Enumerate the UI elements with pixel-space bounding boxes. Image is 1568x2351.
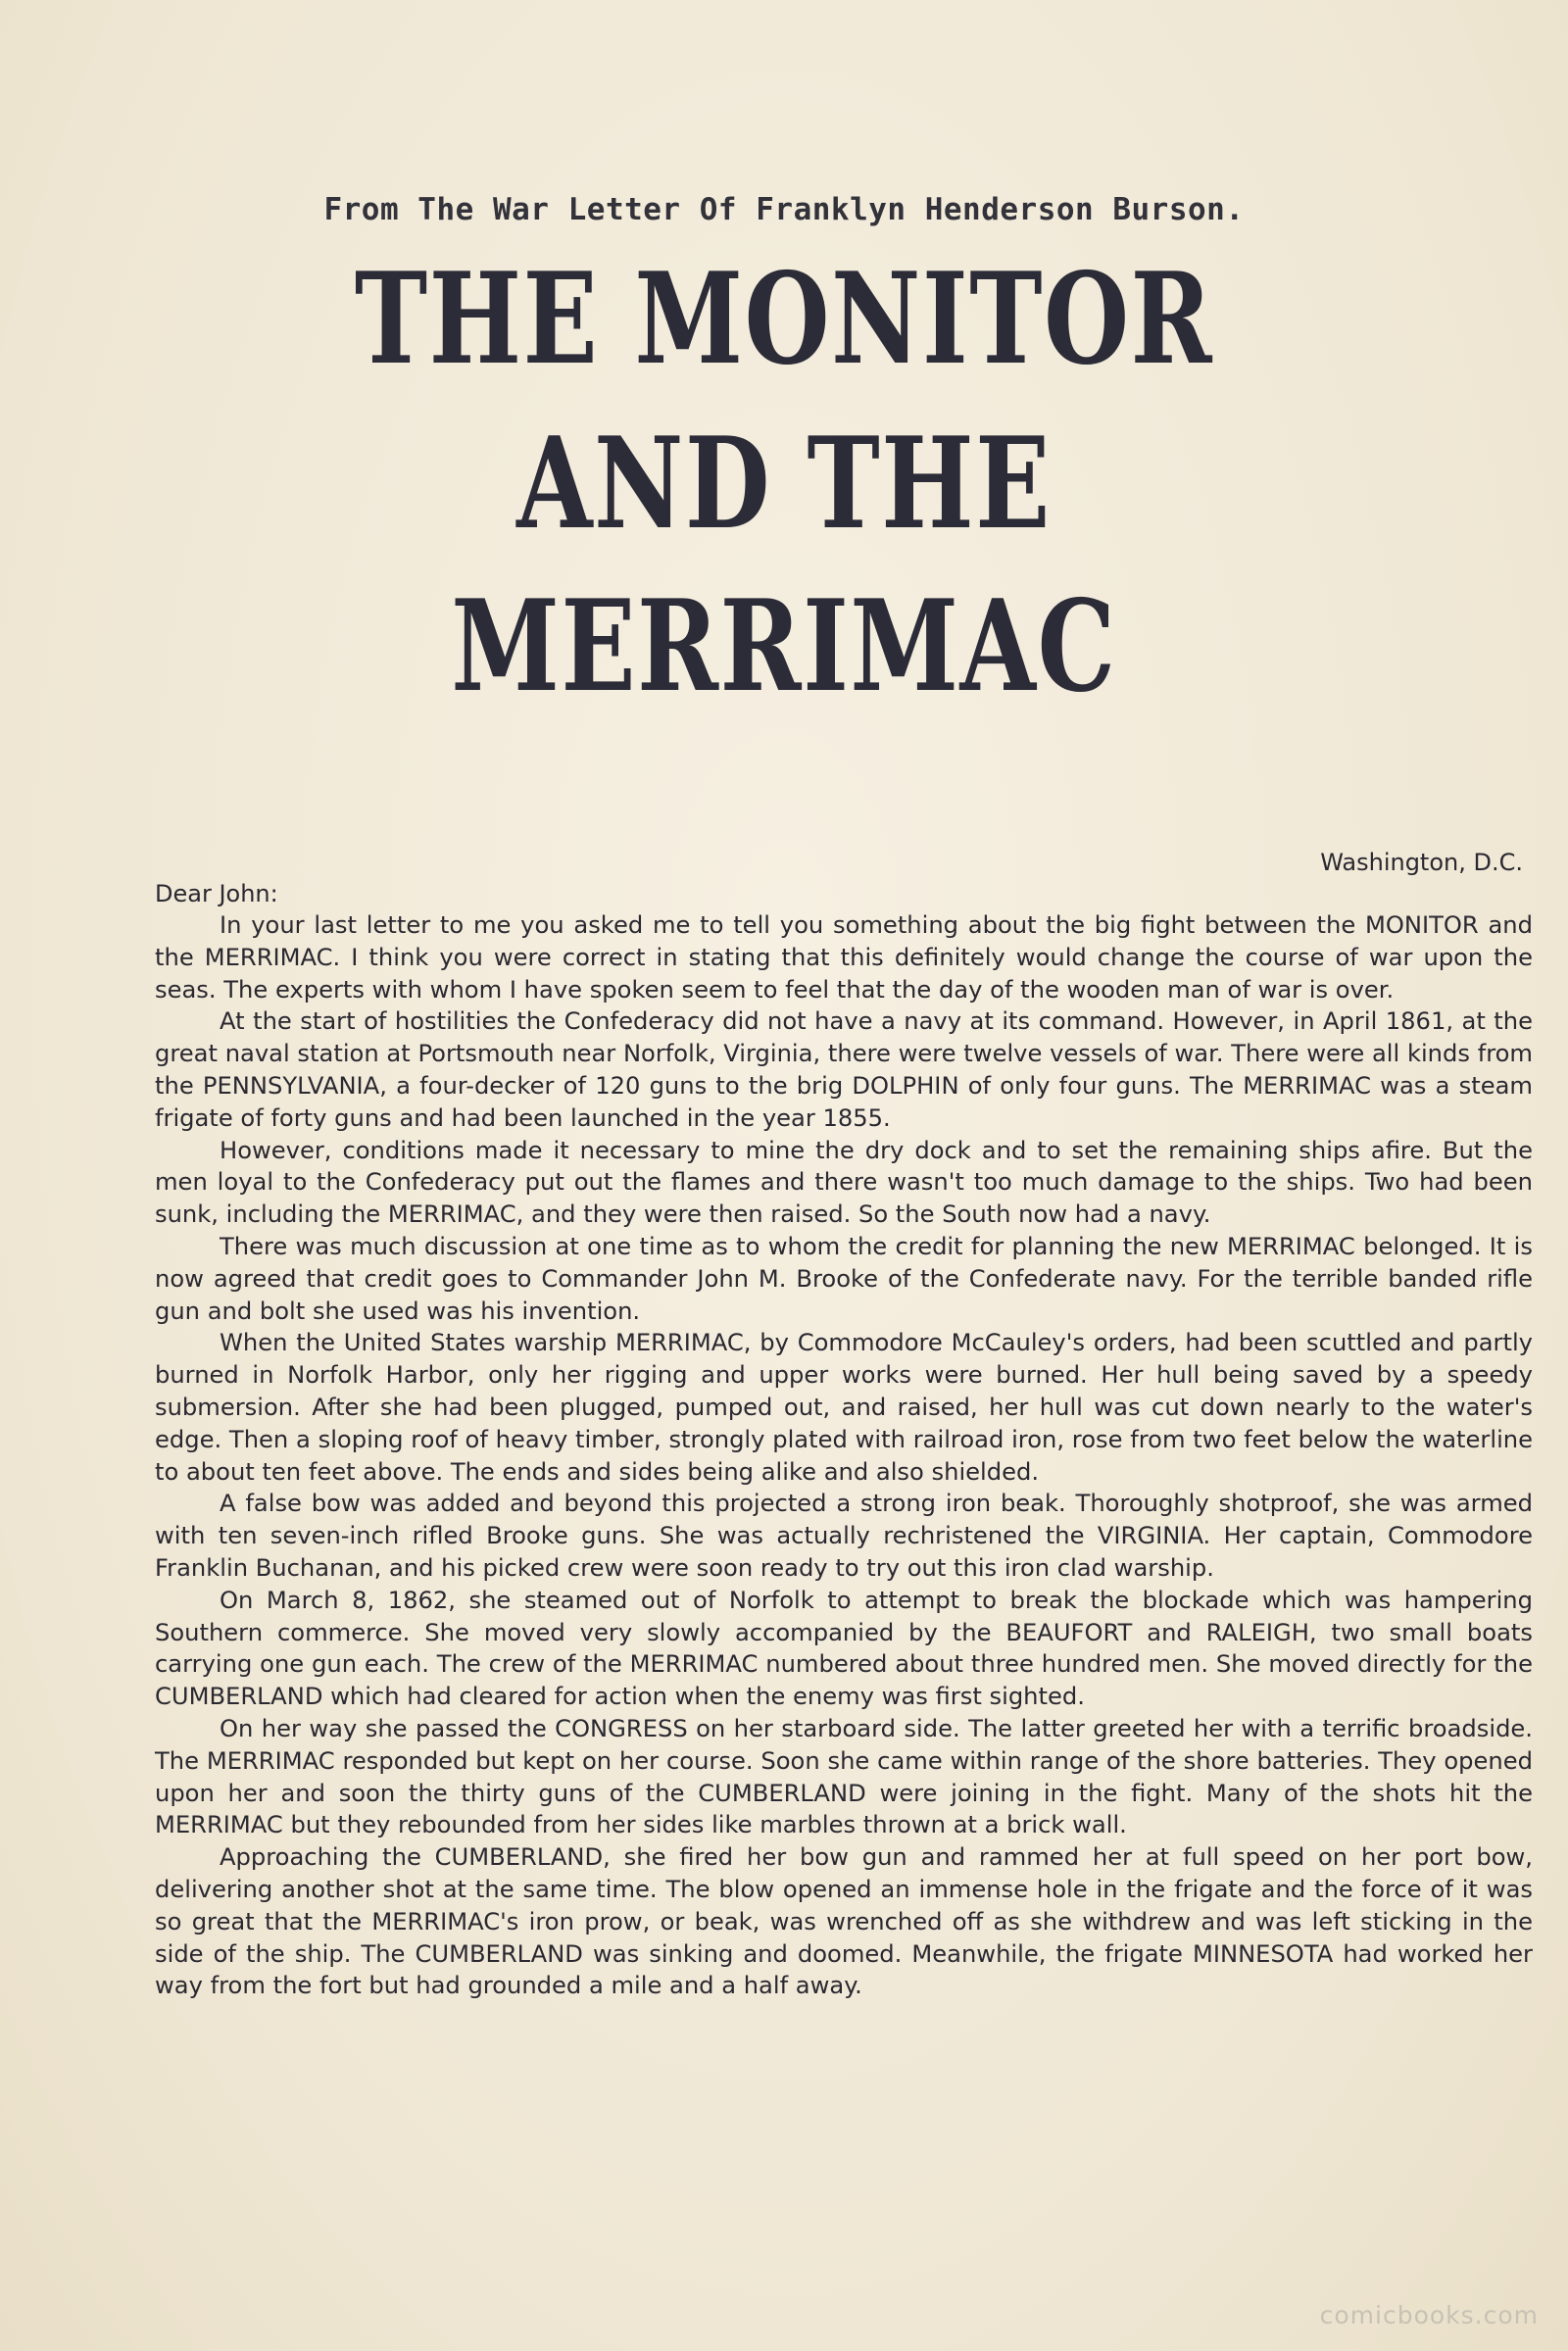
paragraph: On March 8, 1862, she steamed out of Norfolk to attempt to break the blockade which was hampering Southern commerce. She moved very slowly accompanied by the BEAUFORT and RALEIGH, two small boats carrying one gun each. The crew of the MERRIMAC numbered about three hundred men. She moved directly for the CUMBERLAND which had cleared for action when the enemy was first sighted. bbox=[155, 1586, 1533, 1711]
paragraph: However, conditions made it necessary to mine the dry dock and to set the remaining ships afire. But the men loyal to the Confederacy put out the flames and there wasn't too much damage to the ships. Two had been sunk, including the MERRIMAC, and they were then raised. So the South now had a navy. bbox=[155, 1136, 1533, 1229]
paragraph: On her way she passed the CONGRESS on her starboard side. The latter greeted her with a terrific broadside. The MERRIMAC responded but kept on her course. Soon she came within range of the shore batteries. They opened upon her and soon the thirty guns of the CUMBERLAND were joining in the fight. Many of the shots hit the MERRIMAC but they rebounded from her sides like marbles thrown at a brick wall. bbox=[155, 1714, 1533, 1839]
title-line-3: MERRIMAC bbox=[451, 573, 1117, 720]
paragraph: A false bow was added and beyond this projected a strong iron beak. Thoroughly shotproof, she was armed with ten seven-inch rifled Brooke guns. She was actually rechristened the VIRGINIA. Her captain, Commodore Franklin Buchanan, and his picked crew were soon ready to try out this iron clad warship. bbox=[155, 1490, 1533, 1582]
salutation: Dear John: bbox=[155, 880, 278, 907]
title-line-1: THE MONITOR bbox=[354, 246, 1214, 393]
letter-body bbox=[155, 909, 1533, 2002]
paragraph: In your last letter to me you asked me to tell you something about the big fight between the MONITOR and the MERRIMAC. I think you were correct in stating that this definitely would change the course of war upon the seas. The experts with whom I have spoken seem to feel that the day of the wooden man of war is over. bbox=[155, 911, 1533, 1004]
paragraph: When the United States warship MERRIMAC, by Commodore McCauley's orders, had been scuttled and partly burned in Norfolk Harbor, only her rigging and upper works were burned. Her hull being saved by a speedy submersion. After she had been plugged, pumped out, and raised, her hull was cut down nearly to the water's edge. Then a sloping roof of heavy timber, strongly plated with railroad iron, rose from two feet below the waterline to about ten feet above. The ends and sides being alike and also shielded. bbox=[155, 1329, 1533, 1486]
dateline: Washington, D.C. bbox=[1320, 849, 1523, 876]
watermark: comicbooks.com bbox=[1319, 2301, 1539, 2329]
paragraph: At the start of hostilities the Confederacy did not have a navy at its command. However, in April 1861, at the great naval station at Portsmouth near Norfolk, Virginia, there were twelve vessels of war. There were all kinds from the PENNSYLVANIA, a four-decker of 120 guns to the brig DOLPHIN of only four guns. The MERRIMAC was a steam frigate of forty guns and had been launched in the year 1855. bbox=[155, 1007, 1533, 1132]
paragraph: Approaching the CUMBERLAND, she fired her bow gun and rammed her at full speed on her port bow, delivering another shot at the same time. The blow opened an immense hole in the frigate and the force of it was so great that the MERRIMAC's iron prow, or beak, was wrenched off as she withdrew and was left sticking in the side of the ship. The CUMBERLAND was sinking and doomed. Meanwhile, the frigate MINNESOTA had worked her way from the fort but had grounded a mile and a half away. bbox=[155, 1843, 1533, 2000]
title-line-2: AND THE bbox=[516, 411, 1052, 558]
subtitle: From The War Letter Of Franklyn Henderson Burson. bbox=[323, 192, 1245, 227]
paragraph: There was much discussion at one time as to whom the credit for planning the new MERRIMAC belonged. It is now agreed that credit goes to Commander John M. Brooke of the Confederate navy. For the terrible banded rifle gun and bolt she used was his invention. bbox=[155, 1232, 1533, 1325]
